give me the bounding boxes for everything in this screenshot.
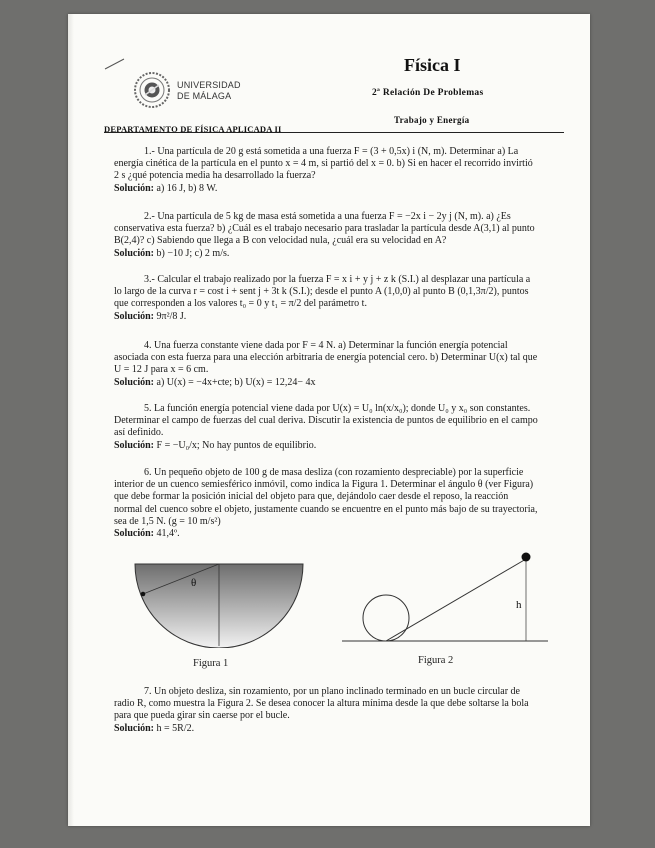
sliding-object — [141, 592, 146, 597]
solution-value: 41,4º. — [156, 528, 180, 540]
problem-line: U = 12 J para x = 6 cm. — [114, 364, 209, 376]
university-line-2: DE MÁLAGA — [177, 91, 232, 101]
theta-label: θ — [191, 577, 197, 589]
problem-line: lo largo de la curva r = cost i + sent j + 3t k (S.I.); desde el punto A (1,0,0) al punto B (0,1,3π/2), puntos — [114, 286, 529, 298]
h-label: h — [516, 599, 522, 611]
inclined-plane — [386, 559, 526, 641]
problem-1 — [114, 146, 554, 195]
problem-line: Determinar el campo de fuerzas del cual deriva. Discutir la existencia de puntos de equilibrio en el campo — [114, 415, 538, 427]
solution-label: Solución: — [114, 247, 155, 259]
solution — [114, 183, 554, 195]
solution-value: a) 16 J, b) 8 W. — [156, 182, 218, 194]
problem-line: radio R, como muestra la Figura 2. Se desea conocer la altura mínima desde la que debe soltarse la bola — [114, 698, 529, 710]
university-seal-logo — [133, 71, 171, 109]
course-title: Física I — [404, 55, 461, 75]
problem-6 — [114, 467, 554, 540]
solution — [114, 377, 554, 389]
problem-5 — [114, 403, 554, 452]
problem-line: 4. Una fuerza constante viene dada por F = 4 N. a) Determinar la función energía potencial — [144, 340, 508, 351]
problem-series-title: 2ª Relación De Problemas — [372, 88, 484, 98]
page-shadow-edge — [68, 14, 74, 826]
problem-line: 6. Un pequeño objeto de 100 g de masa desliza (con rozamiento despreciable) por la superficie — [144, 467, 524, 478]
solution — [114, 723, 554, 735]
problem-line: que debe formar la posición inicial del objeto para que, dejándolo caer desde el reposo, la reacción — [114, 491, 509, 503]
solution — [114, 311, 554, 323]
solution-value: F = −U₀/x; No hay puntos de equilibrio. — [156, 439, 317, 451]
solution — [114, 248, 554, 260]
problem-line: que corresponden a los valores t₀ = 0 y t₁ = π/2 del parámetro t. — [114, 298, 367, 310]
circular-loop — [363, 595, 409, 641]
problem-line: interior de un cuenco semiesférico inmóvil, como indica la Figura 1. Determinar el ángulo θ (ver Figura) — [114, 479, 534, 491]
solution — [114, 528, 554, 540]
figure-2-loop-diagram — [340, 548, 550, 648]
problem-line: normal del cuenco sobre el objeto, justamente cuando se encuentre en el punto más bajo de su trayectoria, — [114, 503, 538, 515]
solution — [114, 440, 554, 452]
problem-line: B(2,4)? c) Sabiendo que llega a B con velocidad nula, ¿cuál era su velocidad en A? — [114, 235, 447, 247]
topic-title: Trabajo y Energía — [394, 115, 470, 125]
problem-line: 5. La función energía potencial viene dada por U(x) = U₀ ln(x/x₀); donde U₀ y x₀ son constantes. — [144, 403, 531, 414]
solution-value: b) −10 J; c) 2 m/s. — [156, 247, 230, 259]
figure-1-caption: Figura 1 — [193, 658, 229, 669]
problem-line: para que pueda girar sin caerse por el bucle. — [114, 710, 290, 722]
solution-label: Solución: — [114, 528, 155, 540]
solution-value: a) U(x) = −4x+cte; b) U(x) = 12,24− 4x — [156, 376, 316, 388]
problem-line: energía cinética de la partícula en el punto x = 4 m, si partió del x = 0. b) Si en hacer el recorrido invirtió — [114, 158, 533, 170]
figure-2-caption: Figura 2 — [418, 655, 454, 666]
header-rule — [104, 132, 564, 133]
solution-label: Solución: — [114, 182, 155, 194]
figure-1-bowl-diagram — [134, 562, 304, 648]
department-name: DEPARTAMENTO DE FÍSICA APLICADA II — [104, 124, 282, 134]
problem-3 — [114, 274, 554, 323]
solution-label: Solución: — [114, 722, 155, 734]
problem-line: 2.- Una partícula de 5 kg de masa está sometida a una fuerza F = −2x i − 2y j (N, m). a) ¿Es — [144, 211, 511, 222]
problem-line: conservativa esta fuerza? b) ¿Cuál es el trabajo necesario para trasladar la partícula desde A(3,1) al punto — [114, 223, 535, 235]
problem-line: asociada con esta fuerza para una elección arbitraria de energía potencial cero. b) Determinar U(x) tal que — [114, 352, 538, 364]
solution-label: Solución: — [114, 439, 155, 451]
solution-value: h = 5R/2. — [156, 722, 195, 734]
problem-line: así definido. — [114, 427, 164, 439]
pen-mark — [104, 57, 126, 71]
problem-7 — [114, 686, 554, 735]
solution-label: Solución: — [114, 376, 155, 388]
problem-4 — [114, 340, 554, 389]
problem-2 — [114, 211, 554, 260]
problem-line: 7. Un objeto desliza, sin rozamiento, por un plano inclinado terminado en un bucle circular de — [144, 686, 520, 697]
solution-label: Solución: — [114, 310, 155, 322]
ball — [522, 553, 531, 562]
solution-value: 9π²/8 J. — [156, 310, 187, 322]
university-name — [177, 80, 241, 102]
problem-line: 2 s ¿qué potencia media ha desarrollado la fuerza? — [114, 170, 316, 182]
problem-line: 1.- Una partícula de 20 g está sometida a una fuerza F = (3 + 0,5x) i (N, m). Determinar a) La — [144, 146, 519, 157]
university-line-1: UNIVERSIDAD — [177, 80, 241, 90]
problem-line: 3.- Calcular el trabajo realizado por la fuerza F = x i + y j + z k (S.I.) al desplazar una partícula a — [144, 274, 531, 285]
problem-line: sea de 1,5 N. (g = 10 m/s²) — [114, 515, 221, 527]
